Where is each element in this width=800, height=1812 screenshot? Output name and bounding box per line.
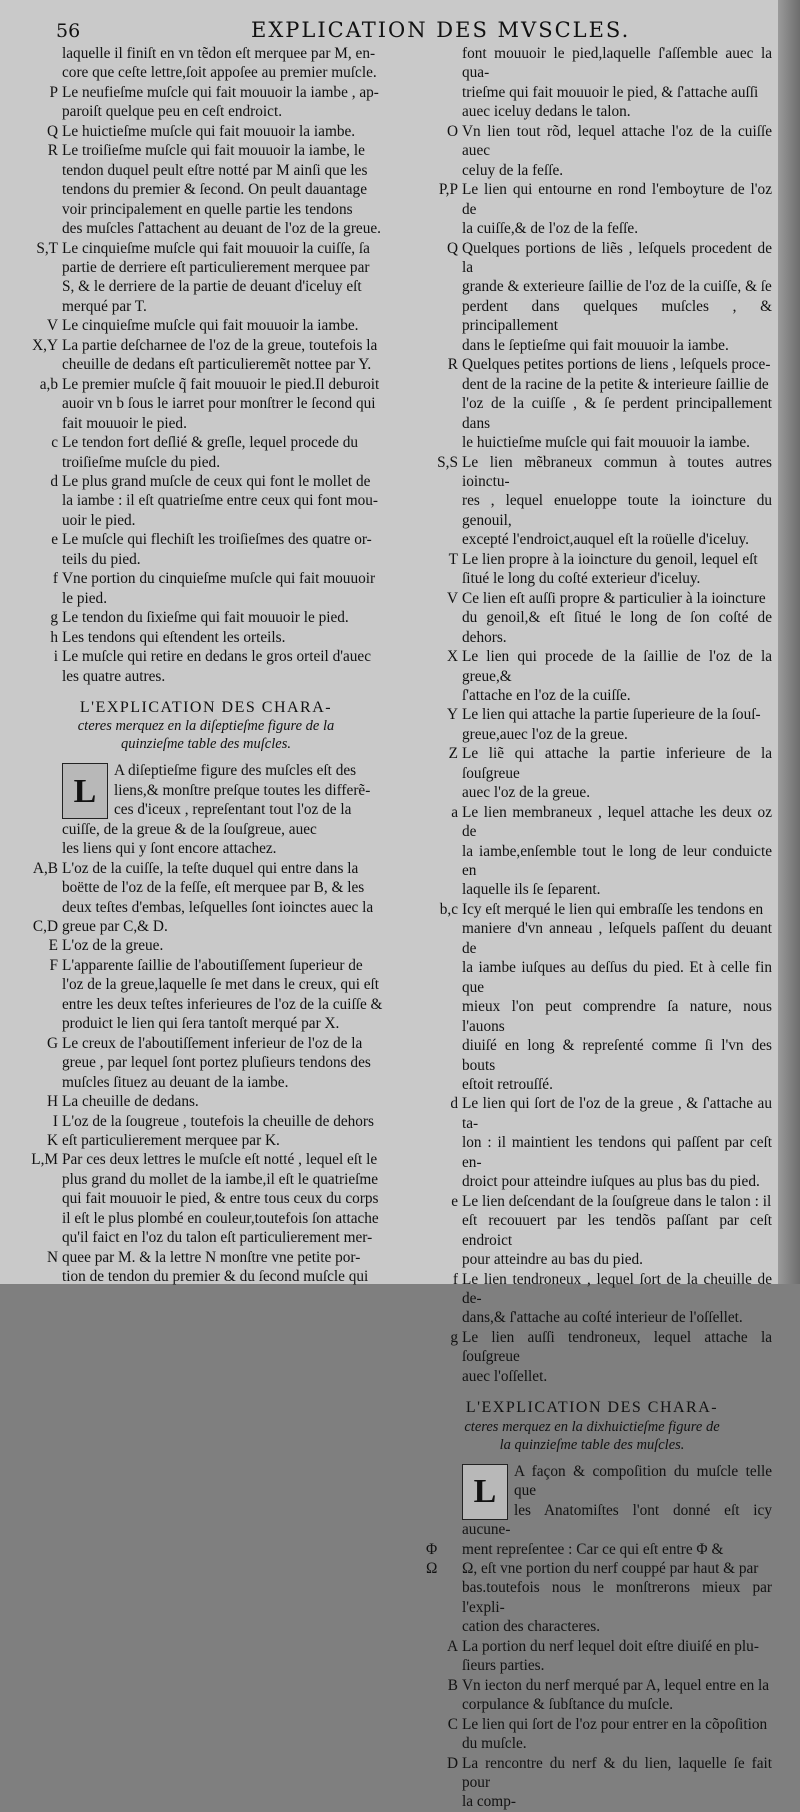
text-line: uoir le pied. [62, 511, 136, 529]
drop-cap-initial: L [462, 1464, 508, 1520]
legend-entry [18, 141, 394, 238]
text-line: dans,& ſ'attache au coſté interieur de l'oſſellet. [462, 1309, 743, 1327]
legend-entry [412, 1192, 772, 1270]
text-line [426, 1559, 759, 1577]
legend-text [462, 1676, 772, 1715]
legend-label: X,Y [32, 336, 58, 354]
text-line: La partie deſcharnee de l'oz de la greue, toutefois la [62, 336, 378, 354]
right-column [412, 44, 772, 1812]
line-text: Ω, eſt vne portion du nerf couppé par haut & par [462, 1559, 759, 1577]
legend-text [462, 1637, 772, 1676]
legend-entry [18, 316, 394, 335]
legend-text [462, 453, 772, 550]
text-line: entre les deux teſtes inferieures de l'oz de la cuiſſe & [62, 995, 383, 1013]
text-line: ſ'attache en l'oz de la cuiſſe. [462, 686, 631, 704]
legend-label: S,T [36, 239, 58, 257]
legend-entry [412, 355, 772, 452]
legend-text [62, 1248, 394, 1287]
text-line: tendons du premier & ſecond. On peult dauantage [62, 181, 367, 199]
text-line: tion de tendon du premier & du ſecond muſcle qui [62, 1268, 369, 1286]
legend-text [462, 1328, 772, 1386]
legend-entry [18, 1131, 394, 1150]
legend-entry [18, 647, 394, 686]
text-line [426, 1540, 724, 1558]
text-line: la iambe : il eſt quatrieſme entre ceux qui font mou- [62, 492, 379, 510]
text-line: deux teſtes d'embas, leſquelles ſont ioinctes auec la [62, 898, 374, 916]
text-line [462, 1502, 772, 1538]
legend-text [462, 1192, 772, 1270]
text-line: La cheuille de dedans. [62, 1093, 199, 1111]
legend-text [62, 316, 394, 335]
text-line: Quelques petites portions de liens , leſquels proce- [462, 356, 771, 374]
text-line: quee par M. & la lettre N monſtre vne petite por- [62, 1248, 361, 1266]
legend-text [62, 628, 394, 647]
text-line: corpulance & ſubſtance du muſcle. [462, 1696, 674, 1714]
legend-text [62, 1112, 394, 1131]
text-line: liens,& monſtre preſque toutes les differẽ- [114, 781, 371, 799]
legend-text [62, 530, 394, 569]
legend-label: g [450, 1328, 458, 1346]
text-line: celuy de la feſſe. [462, 161, 564, 179]
legend-entry [412, 589, 772, 647]
text-line [462, 1579, 772, 1615]
legend-text [462, 1270, 772, 1328]
text-line: plus grand du mollet de la iambe,il eſt le quatrieſme [62, 1170, 379, 1188]
legend-text [62, 859, 394, 917]
line-text: cation des characteres. [462, 1618, 601, 1636]
legend-label: E [48, 937, 58, 955]
continued-line: auec iceluy dedans le talon. [462, 103, 631, 121]
text-line: L'oz de la cuiſſe, la teſte duquel qui entre dans la [62, 859, 359, 877]
legend-entry [18, 375, 394, 433]
legend-text [62, 1092, 394, 1111]
text-line: voir principalement en quelle partie les tendons [62, 200, 353, 218]
text-line: Vne portion du cinquieſme muſcle qui fait mouuoir [62, 570, 376, 588]
text-line: Le lien qui ſort de l'oz de la greue , & ſ'attache au ta- [462, 1095, 772, 1132]
legend-text [462, 900, 772, 1095]
legend-text [62, 375, 394, 433]
text-line: l'oz de la greue,laquelle ſe met dans le creux, qui eſt [62, 976, 380, 994]
legend-text [462, 1754, 772, 1812]
legend-text [62, 472, 394, 530]
legend-entry [18, 122, 394, 141]
text-line: tendon duquel peult eſtre notté par M ainſi que les [62, 161, 368, 179]
text-line: Le liẽ qui attache la partie inferieure de la ſouſgreue [462, 745, 772, 782]
text-line: greue , par lequel ſont portez pluſieurs tendons des [62, 1054, 371, 1072]
text-line: Le lien propre à la ioincture du genoil, lequel eſt [462, 550, 758, 568]
legend-entry [412, 647, 772, 705]
legend-label: d [50, 472, 58, 490]
section-subtitle: la quinzieſme table des muſcles. [499, 1436, 685, 1453]
drop-cap-initial: L [62, 763, 108, 819]
text-line: La portion du nerf lequel doit eſtre diuiſé en plu- [462, 1637, 759, 1655]
legend-text [62, 239, 394, 317]
text-line: res , lequel enueloppe toute la ioincture du genouil, [462, 492, 772, 529]
text-line: Le muſcle qui retire en dedans le gros orteil d'auec [62, 648, 371, 666]
text-line: excepté l'endroict,auquel eſt la roüelle d'iceluy. [462, 531, 749, 549]
text-line: L'oz de la ſougreue , toutefois la cheuille de dehors [62, 1112, 374, 1130]
legend-text [462, 122, 772, 180]
text-line: Le lien qui entourne en rond l'emboyture de l'oz de [462, 181, 772, 218]
legend-label: Q [446, 239, 458, 257]
legend-text [62, 608, 394, 627]
text-line: troiſieſme muſcle du pied. [62, 453, 221, 471]
text-line: droict pour atteindre iuſques au plus bas du pied. [462, 1173, 760, 1191]
legend-entry [18, 956, 394, 1034]
legend-entry [18, 1034, 394, 1092]
text-line: la comp- [462, 1793, 516, 1811]
text-line: la cuiſſe,& de l'oz de la feſſe. [462, 220, 639, 238]
text-line: perdent dans quelques muſcles , & principallement [462, 297, 772, 335]
legend-entry [18, 83, 394, 122]
legend-text [462, 589, 772, 647]
text-line: Le lien tendroneux , lequel ſort de la cheuille de de- [462, 1270, 772, 1307]
legend-entry [18, 336, 394, 375]
text-line: S, & le derriere de la partie de deuant d'iceluy eſt [62, 278, 362, 296]
text-line: ſitué le long du coſté exterieur d'iceluy. [462, 570, 701, 588]
text-line: greue,auec l'oz de la greue. [462, 725, 628, 743]
legend-label: V [46, 317, 58, 335]
text-line: il eſt le plus plombé en couleur,toutefois ſon attache [62, 1209, 379, 1227]
legend-entry [412, 705, 772, 744]
legend-entry [18, 628, 394, 647]
text-line: qu'il faict en l'oz du talon eſt particulierement mer- [62, 1229, 373, 1247]
text-line: Vn lien tout rõd, lequel attache l'oz de la cuiſſe auec [462, 122, 772, 160]
text-line: L'apparente ſaillie de l'aboutiſſement ſuperieur de [62, 956, 363, 974]
legend-entry [18, 859, 394, 917]
text-line [514, 1463, 772, 1499]
continued-line: core que ceſte lettre,ſoit appoſee au premier muſcle. [62, 64, 377, 82]
intro-paragraph [18, 761, 394, 858]
left-column [18, 44, 394, 1287]
intro-paragraph [412, 1462, 772, 1637]
section-subtitle: cteres merquez en la dixhuictieſme figure de [464, 1418, 720, 1435]
legend-text [462, 1715, 772, 1754]
legend-label: B [447, 1676, 458, 1694]
legend-label: Y [446, 706, 458, 724]
text-line: Le muſcle qui flechiſt les troiſieſmes des quatre or- [62, 531, 372, 549]
legend-entry [412, 803, 772, 900]
text-line: la iambe iuſques au deſſus du pied. Et à celle fin que [462, 959, 772, 996]
text-line: auec l'oz de la greue. [462, 784, 591, 802]
text-line: Le lien mẽbraneux commun à toutes autres ioinctu- [462, 453, 772, 490]
legend-text [462, 744, 772, 802]
legend-label: A,B [32, 859, 58, 877]
legend-entry [18, 608, 394, 627]
line-text: A façon & compoſition du muſcle telle que [514, 1462, 772, 1500]
legend-text [62, 917, 394, 936]
legend-entry [412, 239, 772, 356]
margin-symbol: Φ [426, 1540, 438, 1558]
text-line: des muſcles ſ'attachent au deuant de l'oz de la greue. [62, 220, 381, 238]
text-line [462, 1618, 600, 1635]
legend-entry [412, 180, 772, 238]
legend-entry [18, 569, 394, 608]
legend-label: V [446, 589, 458, 607]
line-text: ment repreſentee : Car ce qui eſt entre Φ & [462, 1540, 724, 1558]
text-line: diuiſé en long & repreſenté comme ſi l'vn des bouts [462, 1037, 772, 1074]
text-line: eſt particulierement merquee par K. [62, 1132, 280, 1150]
legend-entry [18, 1092, 394, 1111]
text-line: laquelle ils ſe ſeparent. [462, 881, 601, 899]
legend-label: a [451, 803, 458, 821]
legend-label: K [46, 1132, 58, 1150]
legend-text [62, 1034, 394, 1092]
legend-label: S,S [437, 453, 458, 471]
legend-entry [412, 122, 772, 180]
text-line: merqué par T. [62, 297, 147, 315]
text-line: Le creux de l'aboutiſſement inferieur de l'oz de la [62, 1034, 363, 1052]
text-line: le pied. [62, 589, 108, 607]
legend-label: d [450, 1095, 458, 1113]
legend-label: f [52, 570, 58, 588]
legend-label: f [452, 1270, 458, 1288]
text-line: du genoil,& eſt ſitué le long de ſon coſté de dehors. [462, 609, 772, 646]
legend-label: c [51, 434, 58, 452]
text-line: L'oz de la greue. [62, 937, 164, 955]
line-text: les Anatomiſtes l'ont donné eſt icy aucune- [462, 1501, 772, 1539]
text-line: Le lien membraneux , lequel attache les deux oz de [462, 803, 772, 841]
text-line: Le tendon du ſixieſme qui fait mouuoir le pied. [62, 609, 349, 627]
text-line: boëtte de l'oz de la feſſe, eſt merquee par B, & les [62, 879, 365, 897]
text-line: Le lien auſſi tendroneux, lequel attache la ſouſgreue [462, 1328, 772, 1366]
legend-label: O [446, 122, 458, 140]
legend-text [462, 550, 772, 589]
text-line: les liens qui y ſont encore attachez. [62, 840, 277, 858]
legend-label: D [446, 1754, 458, 1772]
legend-entry [412, 1094, 772, 1191]
legend-text [62, 647, 394, 686]
text-line: la iambe,enſemble tout le long de leur conduicte en [462, 842, 772, 880]
text-line: produict le lien qui ſera tantoſt merqué par X. [62, 1015, 340, 1033]
line-text: bas.toutefois nous le monſtrerons mieux par l'expli- [462, 1579, 772, 1616]
text-line: Icy eſt merqué le lien qui embraſſe les tendons en [462, 900, 764, 918]
legend-entry [412, 1270, 772, 1328]
section-title: L'EXPLICATION DES CHARA- [79, 698, 333, 716]
legend-text [62, 569, 394, 608]
text-line: greue par C,& D. [62, 918, 168, 936]
text-line: dent de la racine de la petite & interieure ſaillie de [462, 375, 769, 393]
legend-text [462, 803, 772, 900]
text-line: fait mouuoir le pied. [62, 414, 187, 432]
text-line: Le troiſieſme muſcle qui fait mouuoir la iambe, le [62, 142, 365, 160]
legend-entry [412, 1637, 772, 1676]
legend-text [62, 336, 394, 375]
continued-line: laquelle il finiſt en vn tẽdon eſt merquee par M, en- [62, 45, 376, 62]
legend-text [62, 122, 394, 141]
legend-entry [412, 744, 772, 802]
text-line: ces d'iceux , repreſentant tout l'oz de la [114, 801, 352, 819]
paragraph-text [426, 1462, 772, 1637]
text-line: eſtoit retrouſſé. [462, 1076, 553, 1094]
legend-text [62, 936, 394, 955]
text-line: A diſeptieſme figure des muſcles eſt des [114, 762, 357, 780]
legend-label: g [50, 609, 58, 627]
text-line: Le lien qui ſort de l'oz pour entrer en la cõpoſition [462, 1715, 768, 1733]
text-line: Le lien deſcendant de la ſouſgreue dans le talon : il [462, 1192, 772, 1210]
legend-entry [412, 1715, 772, 1754]
text-line: Le cinquieſme muſcle qui fait mouuoir la cuiſſe, ſa [62, 239, 370, 257]
legend-label: F [49, 956, 58, 974]
text-line: Le premier muſcle q̃ fait mouuoir le pied.Il deburoit [62, 375, 380, 393]
text-line: Le tendon fort deſlié & greſle, lequel procede du [62, 434, 359, 452]
section-title: L'EXPLICATION DES CHARA- [465, 1399, 719, 1417]
legend-label: e [451, 1192, 458, 1210]
text-line: Par ces deux lettres le muſcle eſt notté , lequel eſt le [62, 1151, 378, 1169]
legend-label: G [46, 1034, 58, 1052]
text-line: ſieurs parties. [462, 1657, 545, 1675]
text-line: Le plus grand muſcle de ceux qui font le mollet de [62, 472, 371, 490]
legend-entry [412, 453, 772, 550]
legend-text [462, 647, 772, 705]
text-line: Le lien qui procede de la ſaillie de l'oz de la greue,& [462, 648, 772, 685]
text-line: La rencontre du nerf & du lien, laquelle ſe fait pour [462, 1754, 772, 1791]
text-line: partie de derriere eſt particulierement merquee par [62, 258, 370, 276]
text-line: Vn iecton du nerf merqué par A, lequel entre en la [462, 1676, 770, 1694]
legend-label: a,b [39, 375, 58, 393]
legend-label: Q [46, 122, 58, 140]
text-line: Le lien qui attache la partie ſuperieure de la ſouſ- [462, 706, 761, 724]
legend-text [62, 433, 394, 472]
text-line: cheuille de dedans eſt particulieremẽt nottee par Y. [62, 356, 372, 374]
legend-label: C,D [32, 918, 58, 936]
text-line: Quelques portions de liẽs , leſquels procedent de la [462, 239, 772, 276]
section-subtitle: quinzieſme table des muſcles. [121, 736, 291, 753]
legend-label: A [446, 1637, 458, 1655]
legend-label: H [46, 1093, 58, 1111]
text-line: du muſcle. [462, 1735, 527, 1753]
legend-label: L,M [31, 1151, 58, 1169]
text-line: Le huictieſme muſcle qui fait mouuoir la iambe. [62, 122, 356, 140]
legend-label: i [53, 648, 58, 666]
legend-text [62, 956, 394, 1034]
legend-label: R [47, 142, 58, 160]
page-edge-shadow [778, 0, 800, 1284]
text-line: grande & exterieure ſaillie de l'oz de la cuiſſe, & ſe [462, 278, 772, 296]
legend-label: P [49, 83, 58, 101]
legend-label: N [46, 1248, 58, 1266]
legend-text [462, 180, 772, 238]
section-subtitle: cteres merquez en la diſeptieſme figure de la [77, 718, 335, 735]
legend-entry [18, 1150, 394, 1247]
paragraph-text [62, 761, 394, 858]
legend-label: b,c [439, 900, 458, 918]
legend-entry [18, 472, 394, 530]
legend-text [62, 1150, 394, 1247]
legend-label: T [448, 550, 458, 568]
legend-entry [18, 1248, 394, 1287]
text-line: eſt recouuert par les tendõs paſſant par ceſt endroict [462, 1212, 772, 1249]
section-heading [18, 698, 394, 753]
running-title: EXPLICATION DES MVSCLES. [251, 18, 631, 42]
text-line: qui fait mouuoir le pied, & entre tous ceux du corps [62, 1190, 379, 1208]
text-line: l'oz de la cuiſſe , & ſe perdent principallement dans [462, 395, 772, 432]
legend-entry [18, 530, 394, 569]
legend-text [462, 355, 772, 452]
text-line: auec l'oſſellet. [462, 1367, 548, 1385]
text-line: les quatre autres. [62, 667, 166, 685]
text-line: mieux l'on peut comprendre ſa nature, nous l'auons [462, 998, 772, 1035]
legend-entry [18, 239, 394, 317]
section-heading [412, 1398, 772, 1453]
legend-label: Z [448, 745, 458, 763]
legend-entry [412, 550, 772, 589]
legend-entry [18, 917, 394, 936]
legend-label: R [447, 356, 458, 374]
text-line: teils du pied. [62, 550, 141, 568]
legend-text [462, 239, 772, 356]
text-line: maniere d'vn anneau , leſquels paſſent du deuant de [462, 920, 772, 957]
legend-entry [18, 1112, 394, 1131]
legend-label: h [50, 628, 58, 646]
legend-text [62, 83, 394, 122]
text-line: dans le ſeptieſme qui fait mouuoir la iambe. [462, 336, 729, 354]
continued-line: font mouuoir le pied,laquelle ſ'aſſemble auec la qua- [462, 45, 772, 82]
legend-label: X [446, 648, 458, 666]
legend-text [462, 1094, 772, 1191]
text-line: lon : il maintient les tendons qui paſſent par ceſt en- [462, 1134, 772, 1171]
text-line: Ce lien eſt auſſi propre & particulier à la ioincture [462, 589, 766, 607]
legend-label: e [51, 531, 58, 549]
legend-entry [412, 1328, 772, 1386]
text-line: muſcles ſituez au deuant de la iambe. [62, 1073, 289, 1091]
legend-text [462, 705, 772, 744]
legend-text [62, 141, 394, 238]
legend-entry [412, 900, 772, 1095]
text-line: paroiſt quelque peu en ceſt endroict. [62, 103, 283, 121]
text-line: Le cinquieſme muſcle qui fait mouuoir la iambe. [62, 317, 359, 335]
text-line: auoir vn b ſous le iarret pour monſtrer le ſecond qui [62, 395, 376, 413]
legend-label: C [447, 1715, 458, 1733]
page-number: 56 [56, 20, 81, 42]
legend-entry [412, 1676, 772, 1715]
legend-entry [18, 433, 394, 472]
text-line: pour atteindre au bas du pied. [462, 1251, 643, 1269]
continued-line: trieſme qui fait mouuoir le pied, & ſ'attache auſſi [462, 83, 759, 101]
margin-symbol: Ω [426, 1559, 438, 1577]
legend-entry [18, 936, 394, 955]
legend-label: P,P [438, 181, 458, 199]
legend-entry [412, 1754, 772, 1812]
text-line: cuiſſe, de la greue & de la ſouſgreue, auec [62, 820, 317, 838]
text-line: Le neufieſme muſcle qui fait mouuoir la iambe , ap- [62, 83, 379, 101]
text-line: le huictieſme muſcle qui fait mouuoir la iambe. [462, 434, 751, 452]
text-line: Les tendons qui eſtendent les orteils. [62, 628, 286, 646]
legend-label: I [52, 1112, 58, 1130]
legend-text [62, 1131, 394, 1150]
